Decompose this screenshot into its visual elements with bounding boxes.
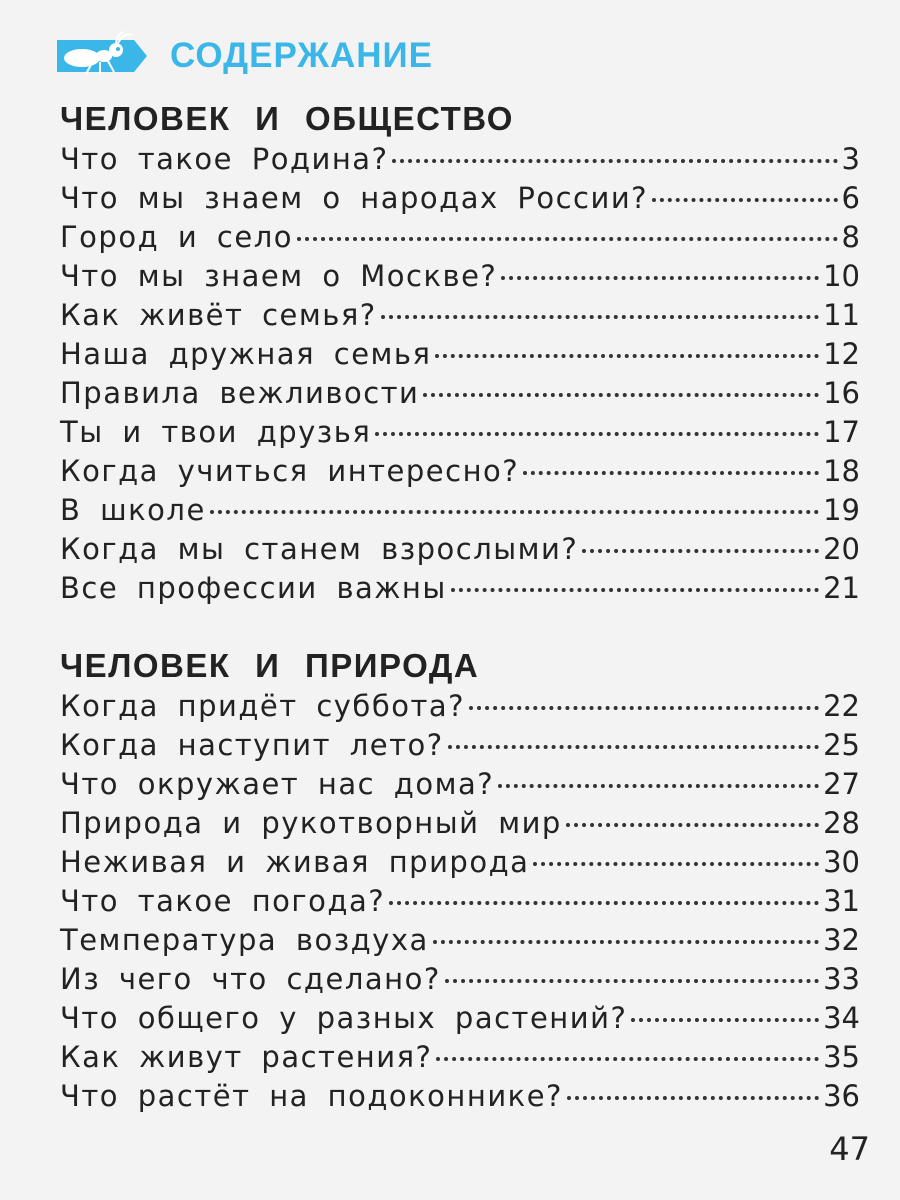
dot-leader xyxy=(631,1018,819,1022)
toc-entry-page: 27 xyxy=(823,767,860,801)
dot-leader xyxy=(375,432,819,436)
dot-leader xyxy=(210,510,819,514)
toc-entry-page: 11 xyxy=(823,298,860,332)
toc-header xyxy=(52,30,433,82)
toc-entry-page: 3 xyxy=(841,142,860,176)
toc-entry-title: Что мы знаем о народах России? xyxy=(60,181,649,215)
toc-entry[interactable] xyxy=(60,806,860,845)
dot-leader xyxy=(523,471,819,475)
toc-entry[interactable] xyxy=(60,220,860,259)
toc-entry-title: Неживая и живая природа xyxy=(60,845,530,879)
dot-leader xyxy=(652,198,837,202)
toc-entry[interactable] xyxy=(60,1079,860,1118)
toc-entry-title: Наша дружная семья xyxy=(60,337,432,371)
dot-leader xyxy=(389,901,819,905)
toc-entry-page: 20 xyxy=(823,532,860,566)
dot-leader xyxy=(436,1057,819,1061)
toc-entry[interactable] xyxy=(60,259,860,298)
toc-entry-page: 12 xyxy=(823,337,860,371)
toc-list xyxy=(60,142,860,610)
toc-entry-page: 28 xyxy=(823,806,860,840)
toc-entry-page: 31 xyxy=(823,884,860,918)
toc-entry-page: 17 xyxy=(823,415,860,449)
toc-entry-page: 35 xyxy=(823,1040,860,1074)
toc-entry[interactable] xyxy=(60,454,860,493)
toc-entry[interactable] xyxy=(60,689,860,728)
toc-entry-title: Природа и рукотворный мир xyxy=(60,806,562,840)
toc-entry-title: Все профессии важны xyxy=(60,571,447,605)
toc-entry[interactable] xyxy=(60,962,860,1001)
section-nature xyxy=(60,643,860,1118)
toc-entry-page: 8 xyxy=(841,220,860,254)
toc-entry-title: Когда мы станем взрослыми? xyxy=(60,532,579,566)
toc-entry-title: В школе xyxy=(60,493,206,527)
dot-leader xyxy=(451,588,819,592)
toc-entry[interactable] xyxy=(60,923,860,962)
toc-entry-title: Что мы знаем о Москве? xyxy=(60,259,498,293)
toc-entry[interactable] xyxy=(60,415,860,454)
toc-entry-title: Что такое Родина? xyxy=(60,142,389,176)
dot-leader xyxy=(392,159,837,163)
dot-leader xyxy=(501,276,819,280)
dot-leader xyxy=(433,940,819,944)
toc-entry-page: 21 xyxy=(823,571,860,605)
toc-entry[interactable] xyxy=(60,142,860,181)
toc-entry[interactable] xyxy=(60,1040,860,1079)
toc-entry-page: 6 xyxy=(841,181,860,215)
toc-entry-title: Город и село xyxy=(60,220,293,254)
toc-entry[interactable] xyxy=(60,845,860,884)
toc-entry-page: 36 xyxy=(823,1079,860,1113)
toc-entry-page: 22 xyxy=(823,689,860,723)
toc-entry-page: 32 xyxy=(823,923,860,957)
toc-list xyxy=(60,689,860,1118)
dot-leader xyxy=(469,706,819,710)
dot-leader xyxy=(297,237,838,241)
toc-entry-title: Температура воздуха xyxy=(60,923,429,957)
toc-entry-title: Как живут растения? xyxy=(60,1040,433,1074)
toc-entry-title: Что растёт на подоконнике? xyxy=(60,1079,563,1113)
toc-entry[interactable] xyxy=(60,376,860,415)
toc-entry-page: 18 xyxy=(823,454,860,488)
dot-leader xyxy=(423,393,819,397)
dot-leader xyxy=(448,745,819,749)
toc-entry-title: Когда придёт суббота? xyxy=(60,689,466,723)
toc-entry-title: Что окружает нас дома? xyxy=(60,767,495,801)
dot-leader xyxy=(567,1096,819,1100)
toc-entry-title: Правила вежливости xyxy=(60,376,420,410)
toc-entry-page: 10 xyxy=(823,259,860,293)
dot-leader xyxy=(582,549,819,553)
toc-entry[interactable] xyxy=(60,493,860,532)
dot-leader xyxy=(566,823,819,827)
toc-entry[interactable] xyxy=(60,181,860,220)
toc-entry[interactable] xyxy=(60,728,860,767)
dot-leader xyxy=(498,784,819,788)
toc-entry[interactable] xyxy=(60,767,860,806)
toc-entry-title: Когда наступит лето? xyxy=(60,728,444,762)
section-title: ЧЕЛОВЕК И ОБЩЕСТВО xyxy=(60,100,514,137)
toc-entry-page: 19 xyxy=(823,493,860,527)
dot-leader xyxy=(445,979,819,983)
page-number: 47 xyxy=(829,1130,870,1168)
toc-entry-title: Как живёт семья? xyxy=(60,298,377,332)
toc-entry-page: 16 xyxy=(823,376,860,410)
toc-entry[interactable] xyxy=(60,298,860,337)
toc-entry-title: Ты и твои друзья xyxy=(60,415,372,449)
dot-leader xyxy=(381,315,819,319)
dot-leader xyxy=(435,354,819,358)
toc-entry[interactable] xyxy=(60,532,860,571)
toc-entry[interactable] xyxy=(60,884,860,923)
dot-leader xyxy=(533,862,819,866)
toc-entry-title: Что общего у разных растений? xyxy=(60,1001,628,1035)
toc-entry[interactable] xyxy=(60,1001,860,1040)
toc-entry-page: 33 xyxy=(823,962,860,996)
toc-entry-title: Из чего что сделано? xyxy=(60,962,441,996)
ant-icon xyxy=(52,30,152,82)
toc-entry-page: 30 xyxy=(823,845,860,879)
toc-entry-title: Что такое погода? xyxy=(60,884,386,918)
toc-entry-title: Когда учиться интересно? xyxy=(60,454,520,488)
toc-entry[interactable] xyxy=(60,337,860,376)
toc-title: СОДЕРЖАНИЕ xyxy=(170,36,434,75)
toc-entry[interactable] xyxy=(60,571,860,610)
toc-entry-page: 25 xyxy=(823,728,860,762)
toc-entry-page: 34 xyxy=(823,1001,860,1035)
section-title: ЧЕЛОВЕК И ПРИРОДА xyxy=(60,647,480,684)
section-society xyxy=(60,96,860,610)
